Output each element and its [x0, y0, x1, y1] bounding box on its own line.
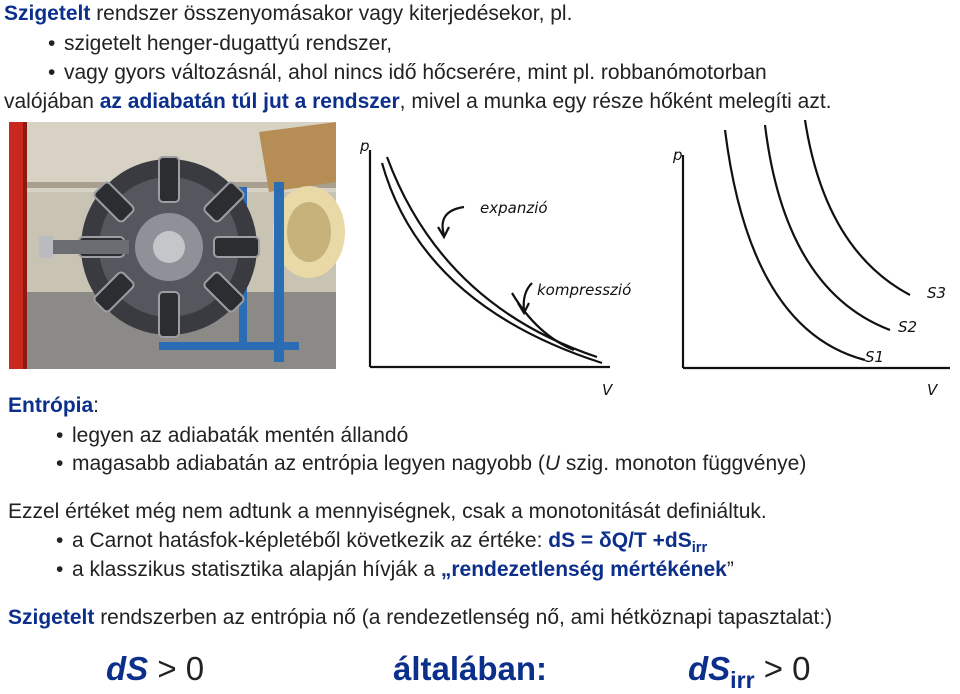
intro-line-4-bold: az adiabatán túl jut a rendszer — [99, 90, 400, 113]
curve-s3 — [805, 120, 910, 295]
entropy-title-bold: Entrópia — [8, 394, 94, 417]
right-axis-p-label: p — [673, 146, 683, 164]
definition-bullet-1 — [72, 529, 707, 560]
intro-bullet-2-text: vagy gyors változásnál, ahol nincs idő hőcserére, mint pl. robbanómotorban — [64, 61, 767, 84]
equation-1-var: dS — [106, 650, 149, 687]
entropy-bullet-2-b: szig. monoton függvénye) — [560, 452, 807, 475]
conclusion-bold: Szigetelt — [8, 606, 95, 629]
equation-3-sub: irr — [730, 667, 755, 694]
equation-3-rest: > 0 — [754, 650, 811, 687]
curve-s2-label: S2 — [898, 318, 918, 336]
intro-bullet-1 — [64, 32, 392, 56]
curve-s2 — [765, 125, 890, 330]
expansion-arrow — [443, 207, 464, 235]
definition-bullet-2 — [72, 558, 734, 582]
curve-s1 — [725, 130, 865, 360]
entropy-bullet-2-u: U — [544, 452, 561, 475]
equation-2-text: általában: — [393, 650, 548, 687]
intro-line-4-a: valójában — [4, 90, 100, 113]
radial-engine-photo — [9, 122, 336, 369]
equation-dsirr-positive — [688, 650, 811, 694]
intro-line-4-b: , mivel a munka egy része hőként melegíti azt. — [399, 90, 832, 113]
definition-line-1-text: Ezzel értéket még nem adtunk a mennyiségnek, csak a monotonitását definiáltuk. — [8, 500, 767, 523]
conclusion-line — [8, 606, 832, 630]
intro-bullet-1-text: szigetelt henger-dugattyú rendszer, — [64, 32, 393, 55]
right-axis-v-label: V — [927, 381, 938, 399]
intro-bold: Szigetelt — [4, 2, 91, 25]
intro-line-1 — [4, 2, 572, 26]
equation-3-var: dS — [688, 650, 731, 687]
left-axis-v-label: V — [602, 381, 613, 399]
expansion-label: expanzió — [480, 199, 548, 217]
intro-bullet-2 — [64, 61, 767, 85]
definition-bullet-2-end: ” — [726, 558, 734, 581]
curve-s3-label: S3 — [927, 284, 947, 302]
pv-diagram-adiabatic — [352, 135, 632, 400]
entropy-bullet-1-text: legyen az adiabaták mentén állandó — [72, 424, 409, 447]
entropy-bullet-1 — [72, 424, 408, 448]
entropy-title — [8, 394, 99, 418]
pv-diagram-entropy — [665, 120, 960, 400]
curve-s1-label: S1 — [865, 348, 885, 366]
intro-text: rendszer összenyomásakor vagy kiterjedésekor, pl. — [90, 2, 573, 25]
entropy-bullet-2 — [72, 452, 806, 476]
definition-line-1 — [8, 500, 767, 524]
equation-generally-label — [393, 650, 547, 688]
entropy-title-colon: : — [93, 394, 100, 417]
intro-line-4 — [4, 90, 832, 114]
expansion-curve — [387, 157, 597, 357]
equation-ds-positive — [106, 650, 204, 688]
equation-1-rest: > 0 — [148, 650, 205, 687]
adiabat-curve — [382, 163, 602, 363]
carnot-formula-sub: irr — [691, 540, 708, 557]
definition-bullet-2-a: a klasszikus statisztika alapján hívják a — [72, 558, 441, 581]
compression-label: kompresszió — [537, 281, 632, 299]
definition-bullet-2-bold: „rendezetlenség mértékének — [440, 558, 727, 581]
carnot-formula-main: dS = δQ/T +dS — [548, 529, 692, 552]
carnot-formula — [548, 529, 708, 557]
conclusion-text: rendszerben az entrópia nő (a rendezetlenség nő, ami hétköznapi tapasztalat:) — [94, 606, 833, 629]
left-axis-p-label: p — [360, 137, 370, 155]
definition-bullet-1-a: a Carnot hatásfok-képletéből következik az értéke: — [72, 529, 549, 552]
entropy-bullet-2-a: magasabb adiabatán az entrópia legyen nagyobb ( — [72, 452, 545, 475]
